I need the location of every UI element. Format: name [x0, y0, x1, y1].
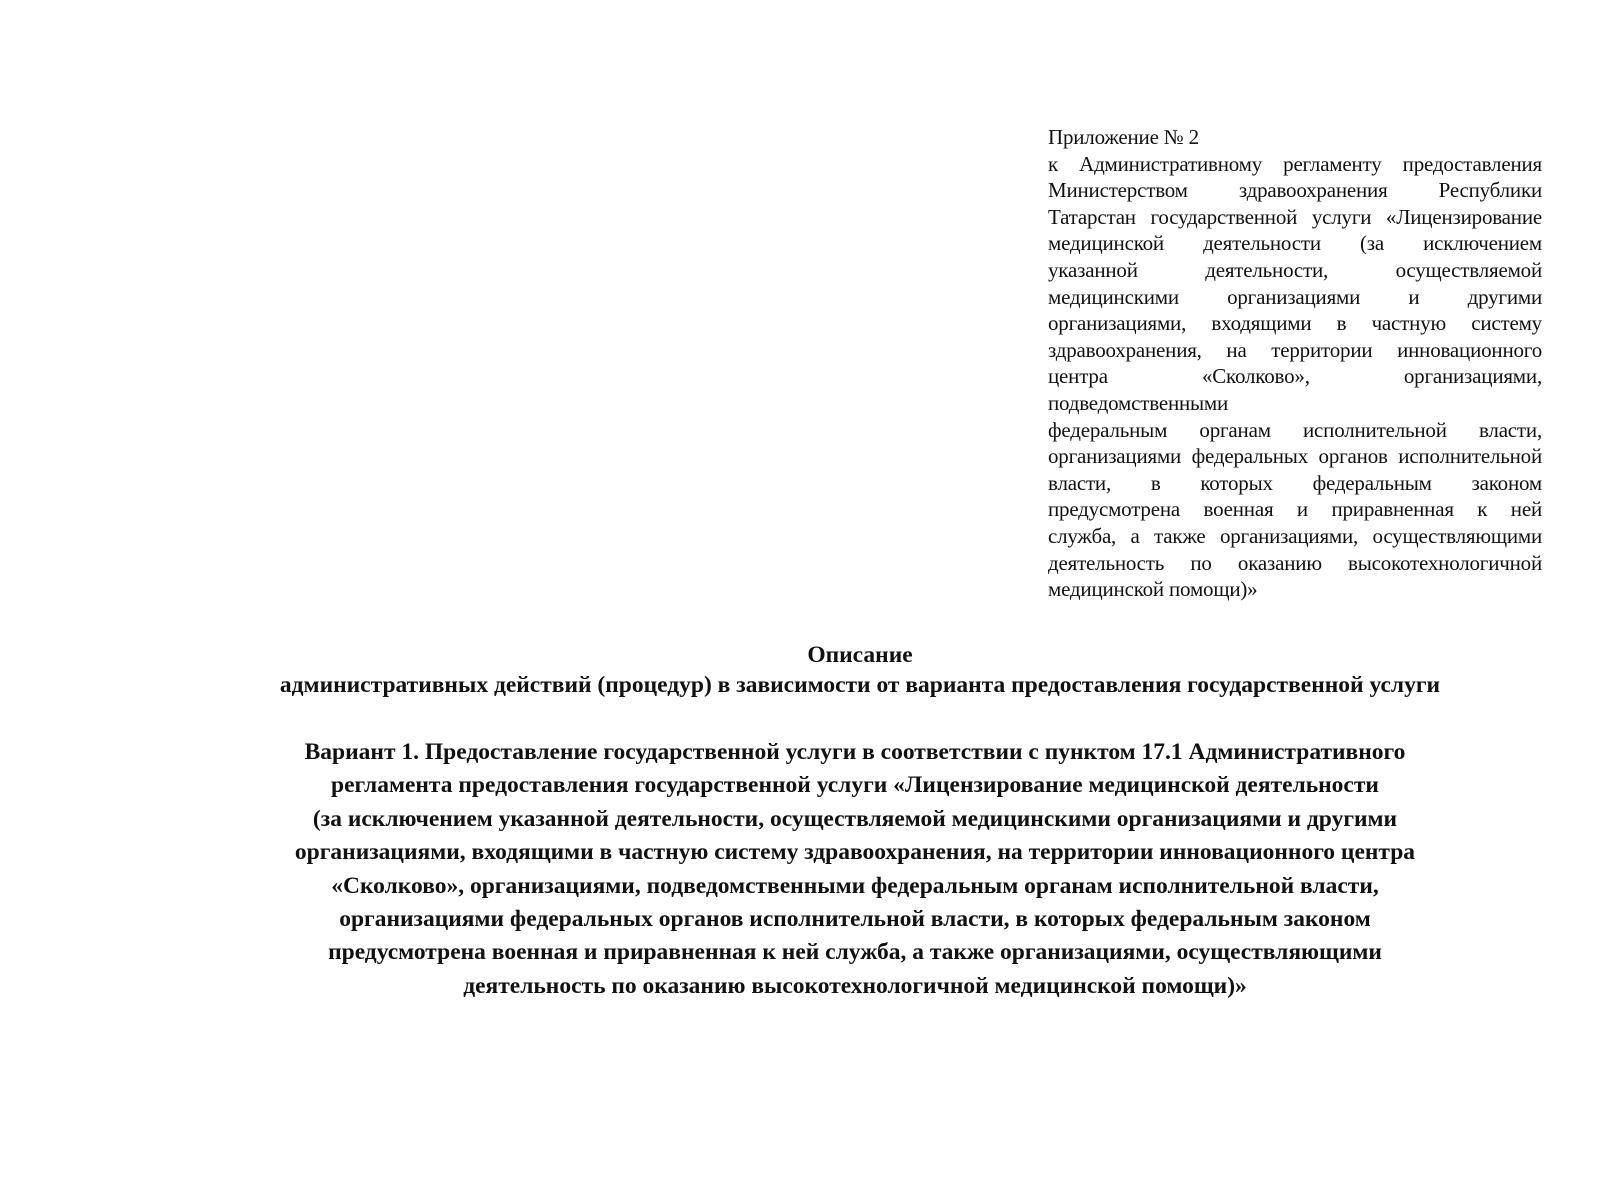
- appendix-line: предусмотрена военная и приравненная к ней: [1048, 497, 1542, 522]
- appendix-line: к Административному регламенту предоставления: [1048, 151, 1542, 176]
- appendix-line: организациями, входящими в частную систему: [1048, 311, 1542, 336]
- variant-line: деятельность по оказанию высокотехнологичной медицинской помощи)»: [463, 972, 1247, 999]
- appendix-line: указанной деятельности, осуществляемой: [1048, 257, 1542, 282]
- appendix-line: власти, в которых федеральным законом: [1048, 470, 1542, 495]
- variant-line: Вариант 1. Предоставление государственной услуги в соответствии с пунктом 17.1 Административного: [304, 739, 1406, 765]
- appendix-line: организациями федеральных органов исполнительной: [1048, 444, 1542, 469]
- appendix-line: деятельность по оказанию высокотехнологичной: [1048, 550, 1542, 575]
- appendix-line: федеральным органам исполнительной власти,: [1048, 417, 1542, 442]
- appendix-line: здравоохранения, на территории инновационного: [1048, 337, 1542, 362]
- appendix-number: Приложение № 2: [1048, 125, 1199, 149]
- appendix-line: медицинской деятельности (за исключением: [1048, 231, 1542, 256]
- appendix-line: Татарстан государственной услуги «Лицензирование: [1048, 204, 1542, 229]
- document-title: [120, 640, 1600, 700]
- variant-line: «Сколково», организациями, подведомственными федеральным органам исполнительной власти,: [331, 872, 1379, 899]
- variant-heading: [130, 736, 1580, 1003]
- title-subtitle: административных действий (процедур) в зависимости от варианта предоставления государственной услуги: [279, 672, 1441, 698]
- appendix-block: [1048, 124, 1542, 603]
- appendix-line: служба, а также организациями, осуществляющими: [1048, 523, 1542, 548]
- appendix-line: медицинскими организациями и другими: [1048, 284, 1542, 309]
- variant-line: регламента предоставления государственной услуги «Лицензирование медицинской деятельности: [331, 772, 1379, 799]
- variant-line: организациями федеральных органов исполнительной власти, в которых федеральным законом: [339, 906, 1371, 933]
- appendix-line: центра «Сколково», организациями, подведомственными: [1048, 364, 1542, 415]
- variant-line: организациями, входящими в частную систему здравоохранения, на территории инновационного центра: [294, 839, 1416, 866]
- title-main: Описание: [807, 642, 913, 668]
- variant-line: предусмотрена военная и приравненная к ней служба, а также организациями, осуществляющими: [328, 939, 1382, 966]
- appendix-line: медицинской помощи)»: [1048, 577, 1258, 602]
- variant-line: (за исключением указанной деятельности, осуществляемой медицинскими организациями и другими: [312, 805, 1398, 832]
- appendix-text: [1048, 151, 1542, 603]
- appendix-line: Министерством здравоохранения Республики: [1048, 178, 1542, 203]
